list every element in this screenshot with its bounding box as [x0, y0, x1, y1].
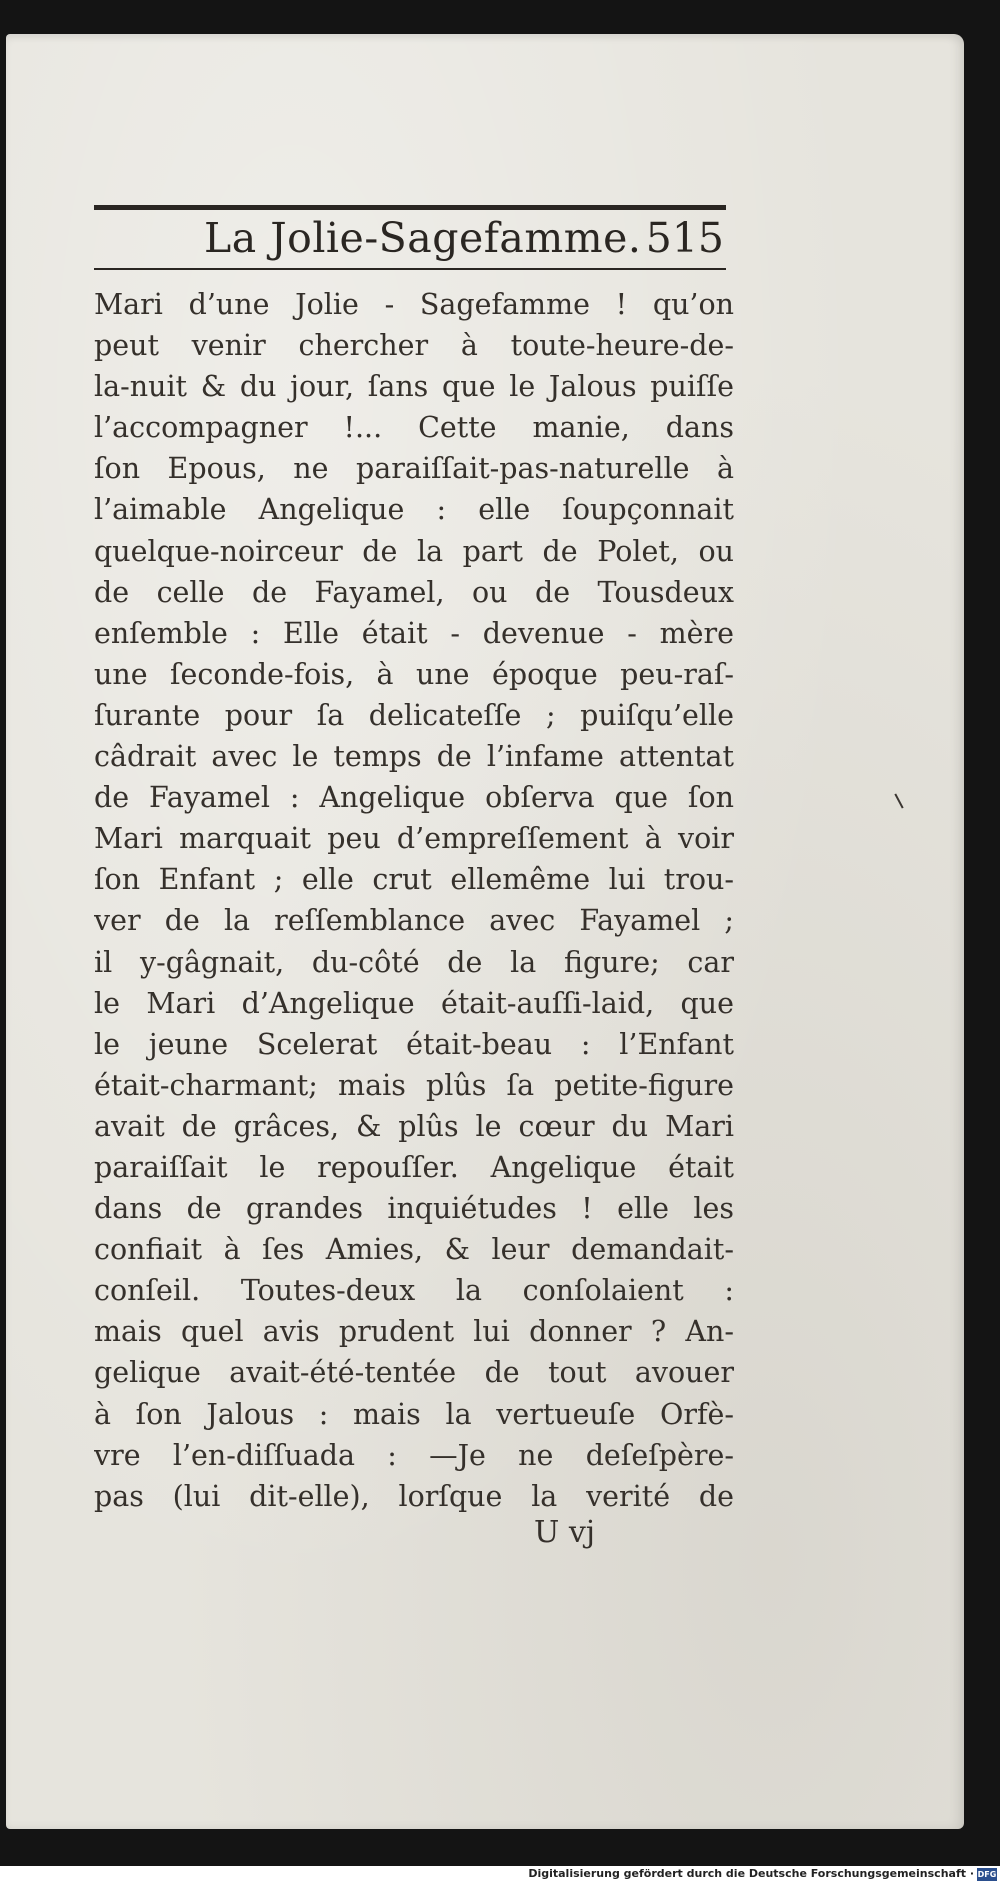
digitization-footer — [0, 1866, 1000, 1885]
running-head — [94, 210, 726, 266]
text-line: dans de grandes inquiétudes ! elle les — [94, 1192, 734, 1226]
text-line: il y-gâgnait, du-côté de la figure; car — [94, 945, 734, 979]
text-line: le Mari d’Angelique était-auſſi-laid, que — [94, 986, 734, 1020]
footer-credit: Digitalisierung gefördert durch die Deutsche Forschungsgemeinschaft · — [528, 1867, 974, 1880]
text-line: Mari marquait peu d’empreſſement à voir — [94, 822, 734, 856]
text-line: la-nuit & du jour, ſans que le Jalous puiſſe — [94, 370, 734, 404]
text-line: de Fayamel : Angelique obſerva que ſon — [94, 781, 734, 815]
text-line: était-charmant; mais plûs ſa petite-figure — [94, 1068, 734, 1102]
dfg-logo: DFG — [977, 1870, 997, 1879]
text-line: de celle de Fayamel, ou de Tousdeux — [94, 575, 734, 609]
book-page — [6, 34, 964, 1829]
text-line: à ſon Jalous : mais la vertueuſe Orfè- — [94, 1397, 734, 1431]
body-text — [94, 284, 734, 1517]
text-line: enſemble : Elle était - devenue - mère — [94, 616, 734, 650]
signature-mark: U vj — [534, 1515, 596, 1550]
text-line: ſon Enfant ; elle crut ellemême lui trou- — [94, 863, 734, 897]
text-line: pas (lui dit-elle), lorſque la verité de — [94, 1479, 734, 1513]
text-line: ſon Epous, ne paraiſſait-pas-naturelle à — [94, 452, 734, 486]
text-line: confiait à ſes Amies, & leur demandait- — [94, 1233, 734, 1267]
header-rule-bottom — [94, 268, 726, 270]
text-line: avait de grâces, & plûs le cœur du Mari — [94, 1109, 734, 1143]
text-line: le jeune Scelerat était-beau : l’Enfant — [94, 1027, 734, 1061]
text-line: ſurante pour ſa delicateſſe ; puiſqu’elle — [94, 698, 734, 732]
page-number: 515 — [645, 214, 724, 262]
text-line: ver de la reſſemblance avec Fayamel ; — [94, 904, 734, 938]
text-line: conſeil. Toutes-deux la conſolaient : — [94, 1274, 734, 1308]
text-line: quelque-noirceur de la part de Polet, ou — [94, 534, 734, 568]
text-line: paraiſſait le repouſſer. Angelique était — [94, 1150, 734, 1184]
text-line: mais quel avis prudent lui donner ? An- — [94, 1315, 734, 1349]
text-line: câdrait avec le temps de l’infame attentat — [94, 740, 734, 774]
text-line: peut venir chercher à toute-heure-de- — [94, 329, 734, 363]
text-line: l’accompagner !... Cette manie, dans — [94, 411, 734, 445]
text-line: vre l’en-diſſuada : —Je ne deſeſpère- — [94, 1438, 734, 1472]
text-line: Mari d’une Jolie - Sagefamme ! qu’on — [94, 288, 734, 321]
text-line: une ſeconde-fois, à une époque peu-raſ- — [94, 657, 734, 691]
text-line: l’aimable Angelique : elle ſoupçonnait — [94, 493, 734, 527]
text-line: gelique avait-été-tentée de tout avouer — [94, 1356, 734, 1390]
running-title: La Jolie-Sagefamme. — [204, 214, 642, 262]
